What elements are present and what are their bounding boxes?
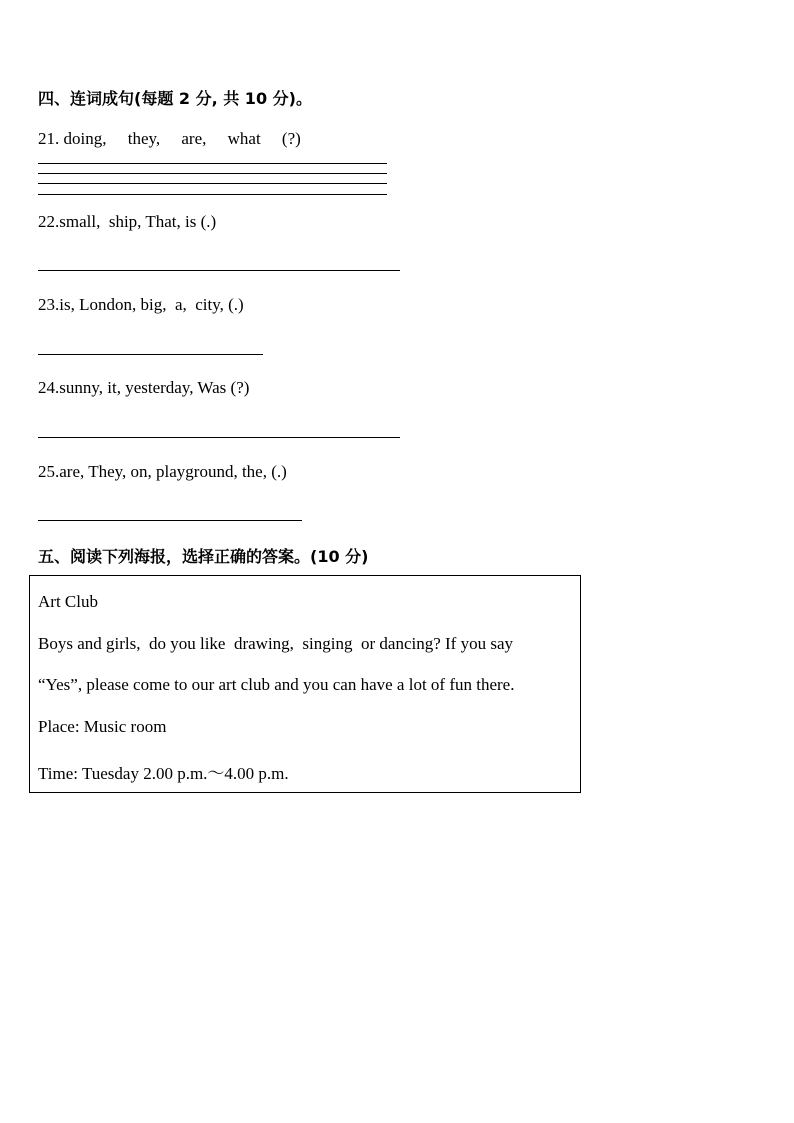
answer-line[interactable] <box>38 270 400 271</box>
art-club-poster <box>29 575 581 793</box>
section-5-heading: 五、阅读下列海报，选择正确的答案。(10 分) <box>38 547 369 566</box>
question-24: 24.sunny, it, yesterday, Was (?) <box>38 378 250 397</box>
answer-line[interactable] <box>38 194 387 195</box>
answer-line[interactable] <box>38 183 387 184</box>
answer-line[interactable] <box>38 520 302 521</box>
question-21: 21. doing, they, are, what (?) <box>38 129 301 148</box>
poster-title: Art Club <box>38 592 98 611</box>
answer-line[interactable] <box>38 163 387 164</box>
question-23: 23.is, London, big, a, city, (.) <box>38 295 244 314</box>
question-25: 25.are, They, on, playground, the, (.) <box>38 462 287 481</box>
poster-line-2: “Yes”, please come to our art club and you can have a lot of fun there. <box>38 675 515 694</box>
answer-line[interactable] <box>38 437 400 438</box>
section-4-heading: 四、连词成句(每题 2 分, 共 10 分)。 <box>38 89 312 108</box>
poster-place: Place: Music room <box>38 717 167 736</box>
answer-line[interactable] <box>38 173 387 174</box>
question-22: 22.small, ship, That, is (.) <box>38 212 217 231</box>
poster-time: Time: Tuesday 2.00 p.m.～4.00 p.m. <box>38 764 289 783</box>
poster-line-1: Boys and girls, do you like drawing, singing or dancing? If you say <box>38 634 513 653</box>
answer-line[interactable] <box>38 354 263 355</box>
